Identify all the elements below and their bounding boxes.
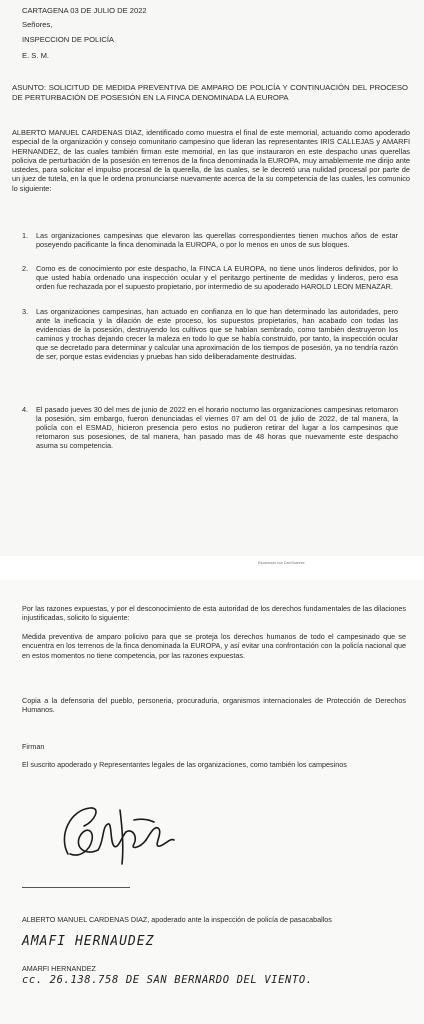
- signature-line: [22, 887, 130, 888]
- request-paragraph: Medida preventiva de amparo policivo para que se proteja los derechos humanos de todo el campesinado que se encuentra en los terrenos de la finca denominada la EUROPA, y así evitar una confrontación con la policía nacional que en estos momentos no tiene competencia, por las razones expuestas.: [22, 632, 406, 660]
- firman-label: Firman: [22, 742, 45, 751]
- signature-graphic: [50, 796, 180, 876]
- reasons-paragraph: Por las razones expuestas, y por el desconocimiento de esta autoridad de los derechos fundamentales de las dilaciones injustificadas, solicito lo siguiente:: [22, 604, 406, 623]
- salutation: Señores,: [22, 20, 53, 29]
- item-number: 4.: [22, 405, 29, 414]
- list-item: Como es de conocimiento por este despacho, la FINCA LA EUROPA, no tiene unos linderos definidos, por lo que usted había ordenado una inspección ocular y el peritazgo pertinente de medidas y linderos, pero esa orden fue rechazada por el supuesto propietario, por intermedio de su apoderado HAROLD LEON MENAZAR.: [36, 264, 398, 292]
- handwritten-name: AMAFI HERNAUDEZ: [22, 934, 155, 949]
- esm-line: E. S. M.: [22, 51, 50, 60]
- list-item: Las organizaciones campesinas, han actuado en confianza en lo que han determinado las autoridades, pero ante la ineficacia y la dilación de este proceso, los supuestos propietarios, han acabado con todas las evidencias de la posesión, destruyendo los cultivos que se habían sembrado, como también destruyeron los caminos y trochas dejando crecer la maleza en todo lo que se había construido, por tanto, la inspección ocular que se decretado para determinar y calcular una aproximación de los tiempos de posesión, ya no tendría razón de ser, porque estas evidencias y pruebas han sido deliberadamente destruidas.: [36, 307, 398, 362]
- list-item: Las organizaciones campesinas que elevaron las querellas correspondientes tienen muchos años de estar poseyendo pacificante la finca denominada la EUROPA, o por lo menos en unos de sus bloques.: [36, 231, 398, 250]
- typed-name: AMARFI HERNANDEZ: [22, 964, 96, 973]
- item-number: 1.: [22, 231, 29, 240]
- intro-paragraph: ALBERTO MANUEL CARDENAS DIAZ, identificado como muestra el final de este memorial, actuando como apoderado especial de la organización y consejo comunitario campesino que lideran las representantes IRIS CALLEJAS y AMARFI HERNANDEZ, de las cuales también firman este memorial, en las que instauraron en este despacho unas querellas policiva de perturbación de la posesión en terrenos de la finca denominada la EUROPA, muy amablemente me dirijo ante ustedes, para solicitar el impulso procesal de la querella, de las cuales, se le decretó una nulidad procesal por parte de un juez de tutela, en la que le ordena pronunciarse nuevamente acerca de la su competencia de las cuales, les comunico lo siguiente:: [12, 128, 410, 193]
- list-item: El pasado jueves 30 del mes de junio de 2022 en el horario nocturno las organizaciones campesinas retomaron la posesión, sim embargo, fueron denunciadas el viernes 07 am del 01 de julio de 2022, de tal manera, la policía con el ESMAD, hicieron presencia pero estos no pudieron retirar del lugar a los campesinos que retomaron sus posesiones, de tal manera, han pasado mas de 48 horas que nuevamente este despacho asuma su competencia.: [36, 405, 398, 451]
- document-page-2: [0, 580, 424, 1024]
- date-line: CARTAGENA 03 DE JULIO DE 2022: [22, 6, 147, 15]
- copy-paragraph: Copia a la defensoria del pueblo, personeria, procuraduria, organismos internacionales de Protección de Derechos Humanos.: [22, 696, 406, 715]
- apoderado-line: ALBERTO MANUEL CARDENAS DIAZ, apoderado ante la inspección de policía de pasacaballos: [22, 915, 332, 924]
- item-number: 2.: [22, 264, 29, 273]
- asunto: ASUNTO: SOLICITUD DE MEDIDA PREVENTIVA DE AMPARO DE POLICÍA Y CONTINUACIÓN DEL PROCESO DE PERTURBACIÓN DE POSESIÓN EN LA FINCA DENOMINADA LA EUROPA: [12, 83, 408, 102]
- item-number: 3.: [22, 307, 29, 316]
- handwritten-id-number: cc. 26.138.758 DE SAN BERNARDO DEL VIENTO.: [22, 974, 313, 986]
- scanner-footer: Escaneado con CamScanner: [258, 561, 305, 565]
- recipient: INSPECCION DE POLICÍA: [22, 35, 114, 44]
- signers-paragraph: El suscrito apoderado y Representantes legales de las organizaciones, como también los campesinos: [22, 760, 347, 769]
